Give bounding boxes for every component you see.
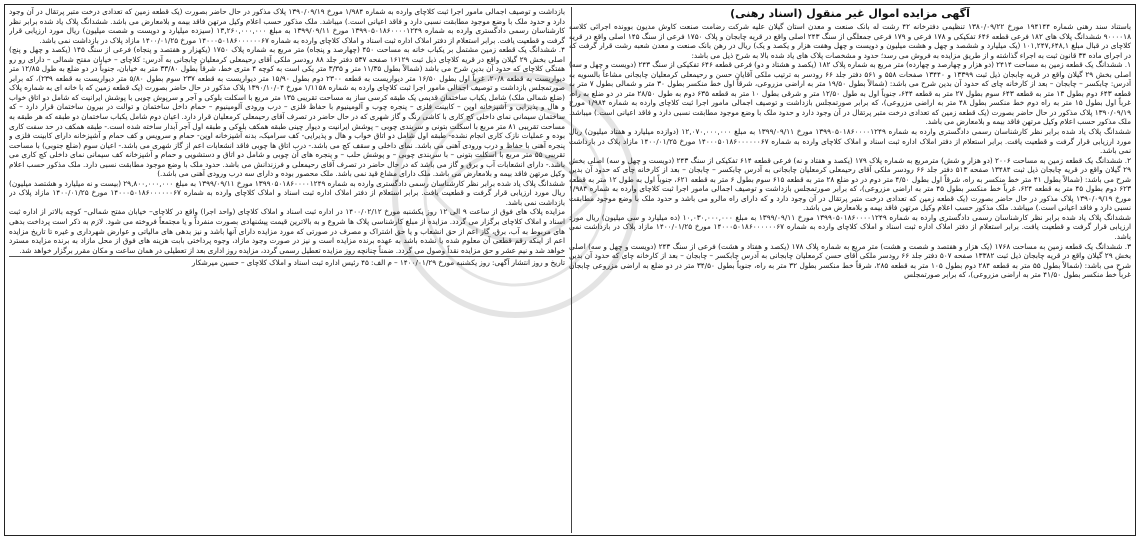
auction-notice xyxy=(4,4,1136,536)
item-1-paragraph: ۱. ششدانگ یک قطعه زمین به مساحت ۲۴۱۴ (دو هزار و چهارصد و چهارده) متر مربع به شماره پلاک ۱۸۲ (یکصد و هشتاد و دو) فرعی قطعه ۶۴۶ تفکیکی از سنگ ۲۴۳ (دویست و چهل و سه) اصلی بخش ۲۹ گیلان واقع در قریه چابجان ذیل ثبت ۱۳۳۹۹ و ۱۳۴۴۰ صفحات ۵۵۸ و ۵۶۱ دفتر جلد ۶۶ رودسر به ترتیب ملکی آقایان حسن و رحیمعلی کرمعلیان چابجانی مشاعاً بالسویه به آدرس: چابکسر – چابجان – بعد از کارخانه چای که حدود آن بدین شرح می باشد: (شمالاً بطول ۱۹/۵۰ متر به اراضی مزروعی، شرقاً اول خط منکسر بطول ۳۰ متر و شمالی بطول ۷ متر به قطعه ۶۴۳ دوم بطول ۱۳ متر به قطعه ۶۴۳ سوم بطول ۲۷ متر به قطعه ۶۴۴، جنوباً اول به طول ۱۲/۵۰ متر و شرقی بطول ۱۰ متر به قطعه ۶۳۵ دوم به طول ۲۸/۵۰ متر در دو ضلع به راه، غرباً اول بطول ۱۵ متر به راه دوم خط منکسر بطول ۴۸ متر به اراضی مزروعی)، که برابر صورتمجلس بازداشت و توصیف اجمالی مامور اجرا ثبت کلاچای وارده به شماره ۱/۹۸۴ مورخ ۱۳۹۰/۰۹/۱۹ پلاک مذکور در حال حاضر بصورت (یک قطعه زمین که تعدادی درخت متبر پرتقال در آن وجود دارد و حدود ملک با وضع موجود مطابقت نسبی دارد و فاقد اعیانی است.) میباشد. ملک مذکور حسب اعلام وکیل مرتهن فاقد بیمه و بلامعارض می باشد. xyxy=(569,60,1131,127)
item-2-paragraph: ۲. ششدانگ یک قطعه زمین به مساحت ۲۰۰۶ (دو هزار و شش) مترمربع به شماره پلاک ۱۷۹ (یکصد و هفتاد و نه) فرعی قطعه ۶۱۴ تفکیکی از سنگ ۲۴۳ (دویست و چهل و سه) اصلی بخش ۲۹ گیلان واقع در قریه چابجان ذیل ثبت ۱۳۴۸۴ صفحه ۵۱۳ دفتر جلد ۶۶ رودسر ملکی آقای رحیمعلی کرمعلیان چابجانی به آدرس چابکسر – چابجان – بعد از کارخانه چای که حدود آن بدین شرح می باشد: (شمالاً بطول ۴۱ متر خط منکسر به راه، شرقاً اول بطول ۴/۵۰ متر دوم در دو ضلع ۲۸ متر به قطعه ۶۱۵ سوم بطول ۶ متر به قطعه ۶۲۱، جنوباً اول به طول ۱۲ متر به قطعه ۶۲۳ دوم بطول ۴۵ متر به قطعه ۶۲۴، غرباً خط منکسر بطول ۴۵ متر به اراضی مزروعی)، که برابر صورتمجلس بازداشت و توصیف اجمالی مامور اجرا ثبت کلاچای وارده به شماره ۱/۹۸۴ مورخ ۱۳۹۰/۰۹/۱۹ پلاک مذکور در حال حاضر بصورت (یک قطعه زمین که تعدادی درخت متبر پرتقال در آن وجود دارد و که دارای راه مالرو می باشد و حدود ملک با وضع موجود مطابقت نسبی دارد و فاقد اعیانی است.) میباشد. ملک مذکور حسب اعلام وکیل مرتهن فاقد بیمه و بلامعارض می باشد. xyxy=(569,155,1131,213)
item-3-paragraph: ۳. ششدانگ یک قطعه زمین به مساحت ۱۷۶۸ (یک هزار و هفتصد و شصت و هشت) متر مربع به شماره پلاک ۱۷۸ (یکصد و هفتاد و هشت) فرعی از سنگ ۲۴۳ (دویست و چهل و سه) اصلی بخش ۲۹ گیلان واقع در قریه چابجان ذیل ثبت ۱۳۳۸۲ صفحه ۵۰۷ دفتر جلد ۶۶ رودسر ملکی آقای حسن کرمعلیان چابجانی به آدرس چابکسر – چابجان – بعد از کارخانه چای که حدود آن بدین شرح می باشد: (شمالاً بطول ۵۵ متر به قطعه ۲۸۴ دوم بطول ۱۰۵ متر به قطعه ۲۸۵، شرقاً خط منکسر بطول ۳۲ متر به راه، جنوباً بطول ۳۴/۵۰ متر در دو ضلع به اراضی مزروعی چابجان غرباً خط منکسر بطول ۴۱/۵۰ متر به اراضی مزروعی)، که برابر صورتمجلس xyxy=(569,241,1131,280)
auction-terms: مزایده پلاک های فوق از ساعت ۹ الی ۱۲ روز یکشنبه مورخ ۱۴۰۰/۰۲/۱۲ در اداره ثبت اسناد و املاک کلاچای (واحد اجرا) واقع در کلاچای– خیابان مفتح شمالی– کوچه بالاتر از اداره ثبت اسناد و املاک کلاچای برگزار می گردد. مزایده از مبلغ کارشناسی پلاک ها شروع و به بالاترین قیمت پیشنهادی بصورت منفرداً و یا مجتمعاً فروخته می شود. لازم به ذکر است پرداخت بدهی های مربوط به آب، برق، گاز اعم از حق انشعاب و یا حق اشتراک و مصرف در صورتی که مورد مزایده دارای آنها باشد و نیز بدهی های مالیاتی و عوارض شهرداری و غیره تا تاریخ مزایده اعم از اینکه رقم قطعی آن معلوم شده یا نشده باشد به عهده برنده مزایده است و نیز در صورت وجود مازاد، وجوه پرداختی بابت هزینه های فوق از محل مازاد به برنده مزایده مسترد خواهد شد و نیم عشر و حق مزایده نقداً وصول می گردد. ضمناً چنانچه روز مزایده تعطیل رسمی گردد، مزایده روز اداری بعد از تعطیلی در همان ساعت و مکان مقرر برگزار خواهد شد. xyxy=(9,207,565,255)
left-column xyxy=(9,7,565,533)
intro-paragraph: باستناد سند رهنی شماره ۱۹۴۱۴۴ مورخ ۱۳۸۰/۰۹/۲۲ تنظیمی دفترخانه ۴۲ رشت له بانک صنعت و معدن استان گیلان علیه شرکت رضامت صنعت کاوش مدیون بوونده اجرائی کلاسه ۹۰۰۰۰۱۸ ششدانگ پلاک های ۱۸۲ فرعی قطعه ۶۴۶ تفکیکی و ۱۷۸ فرعی و ۱۷۹ فرعی جمعلگی از سنگ ۲۴۳ اصلی واقع در قریه چابجان و پلاک ۱۷۵۰ فرعی از سنگ ۱۴۵ اصلی واقع در قریه کلاچای در قبال مبلغ ۱۰۱,۲۴۷,۶۴۸,۱ (یک میلیارد و ششصد و چهل و هشت میلیون و دویست و چهل وهفت هزار و یکصد و یک) ریال در رهن بانک صنعت و معدن شعبه رشت قرار گرفت که در اجرای ماده ۳۴ قانون ثبت به اجراء گذاشته و از طریق مزایده به فروش می رسد؛ حدود و مشخصات پلاک های یاد شده بالا به شرح ذیل می باشد: xyxy=(569,22,1131,60)
right-column xyxy=(569,7,1131,533)
item-2-valuation: ششدانگ پلاک یاد شده برابر نظر کارشناسان رسمی دادگستری وارده به شماره ۱۳۹۹۰۵۰۱۸۶۰۰۰۰۱۲۴۹ مورخ ۱۳۹۹/۰۹/۱۱ به مبلغ ۱۰,۰۳۰,۰۰۰,۰۰۰ (ده میلیارد و سی میلیون) ریال مورد ارزیابی قرار گرفت و قطعیت یافت. برابر استعلام از دفتر املاک اداره ثبت اسناد و املاک کلاچای وارده به شماره ۱۴۰۰۰۵۰۱۸۶۰۰۰۰۰۰۶۷ مورخ ۱۴۰۰/۰۱/۲۵ مازاد پلاک در بازداشت نمی باشد. xyxy=(569,212,1131,242)
item-3-continued: بازداشت و توصیف اجمالی مامور اجرا ثبت کلاچای وارده به شماره ۱/۹۸۴ مورخ ۱۳۹۰/۰۹/۱۹ پلاک مذکور در حال حاضر بصورت (یک قطعه زمین که تعدادی درخت متبر پرتقال در آن وجود دارد و حدود ملک با وضع موجود مطابقت نسبی دارد و فاقد اعیانی است.) میباشد. ملک مذکور حسب اعلام وکیل مرتهن فاقد بیمه و بلامعارض می باشد. ششدانگ پلاک یاد شده برابر نظر کارشناسان رسمی دادگستری وارده به شماره ۱۳۹۹۰۵۰۱۸۶۰۰۰۰۱۲۴۹ مورخ ۱۳۹۹/۰۹/۱۱ به مبلغ ۱۳,۲۶۰,۰۰۰,۰۰۰ (سیزده میلیارد و دویست و شصت میلیون) ریال مورد ارزیابی قرار گرفت و قطعیت یافت. برابر استعلام از دفتر املاک اداره ثبت اسناد و املاک کلاچای وارده به شماره ۱۴۰۰۰۵۰۱۸۶۰۰۰۰۰۰۶۷ مورخ ۱۴۰۰/۰۱/۲۵ مازاد پلاک در بازداشت نمی باشد. xyxy=(9,7,565,45)
notice-title: آگهی مزایده اموال غیر منقول (اسناد رهنی) xyxy=(730,7,970,20)
column-divider xyxy=(571,7,572,533)
publication-footer: تاریخ و روز انتشار آگهی: روز یکشنبه مورخ ۱۴۰۰/۰۱/۲۹ – م الف: ۴۵ رئیس اداره ثبت اسناد و املاک کلاچای – حسین میرشکار xyxy=(191,258,565,268)
item-1-valuation: ششدانگ پلاک یاد شده برابر نظر کارشناسان رسمی دادگستری وارده به شماره ۱۳۹۹۰۵۰۱۸۶۰۰۰۰۱۲۴۹ مورخ ۱۳۹۹/۰۹/۱۱ به مبلغ ۱۲,۰۷۰,۰۰۰,۰۰۰ (دوازده میلیارد و هفتاد میلیون) ریال مورد ارزیابی قرار گرفت و قطعیت یافت. برابر استعلام از دفتر املاک اداره ثبت اسناد و املاک کلاچای وارده به شماره ۱۴۰۰۰۵۰۱۸۶۰۰۰۰۰۰۶۷ مورخ ۱۴۰۰/۰۱/۲۵ مازاد پلاک در بازداشت نمی باشد. xyxy=(569,127,1131,156)
item-4-valuation: ششدانگ پلاک یاد شده برابر نظر کارشناسان رسمی دادگستری وارده به شماره ۱۳۹۹۰۵۰۱۸۶۰۰۰۰۱۲۴۹ مورخ ۱۳۹۹/۰۹/۱۱ به مبلغ ۲۹,۸۰۰,۰۰۰,۰۰۰ (بیست و نه میلیارد و هشتصد میلیون) ریال مورد ارزیابی قرار گرفت و قطعیت یافت. برابر استعلام از دفتر املاک اداره ثبت اسناد و املاک کلاچای وارده به شماره ۱۴۰۰۰۵۰۱۸۶۰۰۰۰۰۰۶۷ مورخ ۱۴۰۰/۰۱/۲۵ مازاد پلاک در بازداشت نمی باشد. xyxy=(9,178,565,207)
item-4-paragraph: ۴. ششدانگ یک قطعه زمین مشتمل بر یکباب خانه به مساحت ۴۵۰ (چهارصد و پنجاه) متر مربع به شماره پلاک ۱۷۵۰ (یکهزار و هفتصد و پنجاه) فرعی از سنگ ۱۴۵ (یکصد و چهل و پنج) اصلی بخش ۲۹ گیلان واقع در قریه کلاچای ذیل ثبت ۱۶۱۲۹ صفحه ۵۳۷ دفتر جلد ۸۸ رودسر ملکی آقای رحیمعلی کرمعلیان چابجانی به آدرس: کلاچای – خیابان مفتح شمالی – دارای رو رو هفتگی کلاچای که حدود آن بدین شرح می باشد (شمالاً بطول ۱۱/۳۵ متر و ۳/۳۵ متر یکی است به کوچه ۴ متری خط، شرقاً بطول ۳۳/۸۰ متر به خیابان، جنوباً در دو ضلع به طول ۱۲/۸۵ متر دیواریست به قطعه ۲۰/۸، غرباً اول بطول ۱۶/۵۰ متر دیواریست به قطعه ۲۳۰۰ دوم بطول ۱۵/۹۰ متر دیواریست به قطعه ۲۳۷ سوم بطول ۵/۸۰ متر دیواریست به قطعه ۲۳۹)، که برابر صورتمجلس بازداشت و توصیف اجمالی مامور اجرا ثبت کلاچای وارده به شماره ۱/۱۱۵۸ مورخ ۱۳۹۰/۱۰/۰۴ پلاک مذکور در حال حاضر بصورت (یک قطعه زمین که با خانه ای به شماره پلاک (ضلع شمالی ملک) شامل یکباب ساختمان قدیمی یک طبقه کرسی ساز به مساحت تقریبی ۱۳۵ متر مربع با اسکلت بلوکی و آجر و سرپوش چوبی با پوشش ایرانیت که شامل دو اتاق خواب و هال و پذیرایی و آشپزخانه اوپن – کابینت فلزی – پنجره چوب و آلومینیوم با حفاظ فلزی – درب ورودی آلومینیوم – حمام داخل ساختمان و توالت در بیرون ساختمان قرار دارد – که ساختمان سیمانی نمای داخلی کج کاری با کاشی رنگ و گاز شهری که در حال حاضر در تصرف آقای رحیمعلی کرمعلیان قرار دارد. اعیان دوم شامل یکباب ساختمان دو طبقه که هر طبقه به مساحت تقریبی ۸۱ متر مربع با اسکلت بتونی و سربندی چوبی – پوشش ایرانیت و دیوار چینی طبقه همکف بلوکی و طبقه اول آجر آبدار ساخته شده است.- طبقه همکف در حد سفت کاری بوده و عملیات نازک کاری انجام نشده- طبقه اول شامل دو اتاق خواب و هال و پذیرایی- کف سرامیک، بدنه آشپزخانه اوپن- حمام و سرویس و کف حمام و آشپزخانه دارای کابینت فلزی و پنجره آهنی با حفاظ و درب ورودی آهنی می باشد. نمای داخلی و سقف کج می باشد.- درب اتاق ها چوبی فاقد انشعابات اعم از گاز شهری می باشد.- اعیان سوم (ضلع جنوبی) با مساحت تقریبی ۵۵ متر مربع با اسکلت بتونی – با سربندی چوبی – و پوشش حلب – و پنجره های آن چوبی و شامل دو اتاق و دستشویی و حمام و آشپزخانه کف سیمانی نمای داخلی کج کاری می باشد.- دارای انشعابات آب و برق و گاز می باشد که در حال حاضر در تصرف آقای رحیمعلی و فرزندانش می باشد. حدود ملک با وضع موجود مطابقت نسبی دارد. ملک مذکور حسب اعلام وکیل مرتهن فاقد بیمه و بلامعارض می باشد. ملک دارای مشاع قید نمی باشد. ملک محصور بوده و دارای سه درب ورودی آهنی می باشد.) xyxy=(9,45,565,179)
